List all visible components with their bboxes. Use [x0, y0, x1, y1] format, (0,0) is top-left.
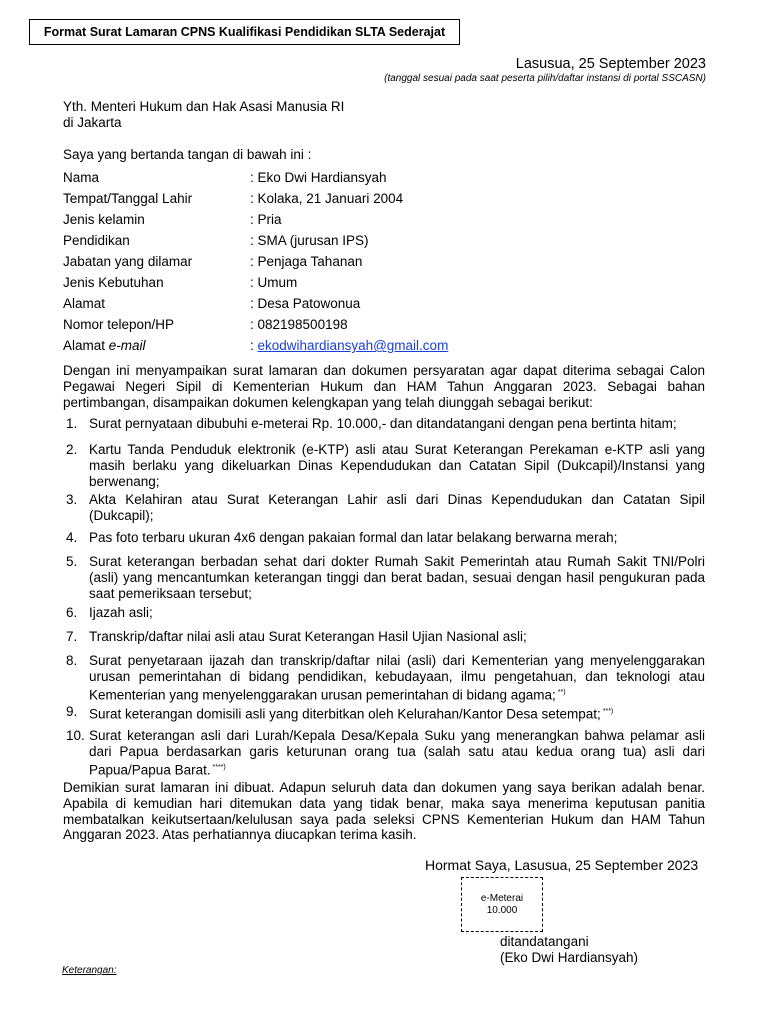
- opening-paragraph: Dengan ini menyampaikan surat lamaran dan dokumen persyaratan agar dapat diterima sebagai Calon Pegawai Negeri Sipil di Kementerian Hukum dan HAM Tahun Anggaran 2023. Sebagai bahan pertimbangan, disampaikan dokumen kelengkapan yang telah diunggah sebagai berikut:: [63, 363, 705, 410]
- list-text: [89, 492, 705, 524]
- email-value: [250, 338, 448, 353]
- list-text: [89, 629, 705, 645]
- field-label: Tempat/Tanggal Lahir: [63, 191, 193, 206]
- field-row: [63, 170, 703, 191]
- list-text: [89, 416, 705, 432]
- list-number: 4.: [66, 530, 78, 545]
- list-number: 5.: [66, 554, 78, 569]
- list-number: 8.: [66, 653, 78, 668]
- field-row: [63, 212, 703, 233]
- list-text: [89, 605, 705, 621]
- list-text-body: Surat keterangan domisili asli yang diterbitkan oleh Kelurahan/Kantor Desa setempat;: [89, 706, 601, 722]
- field-label: Nama: [63, 170, 100, 185]
- closing-line: Hormat Saya, Lasusua, 25 September 2023: [425, 857, 699, 873]
- document-title-text: Format Surat Lamaran CPNS Kualifikasi Pendidikan SLTA Sederajat: [43, 25, 446, 39]
- list-text-body: Surat pernyataan dibubuhi e-meterai Rp. 10.000,- dan ditandatangani dengan pena bertinta hitam;: [89, 416, 677, 431]
- list-text-body: Akta Kelahiran atau Surat Keterangan Lahir asli dari Dinas Kependudukan dan Catatan Sipil (Dukcapil);: [89, 492, 705, 523]
- field-value: : Desa Patowonua: [250, 296, 361, 311]
- email-row: [63, 338, 703, 359]
- e-meterai-stamp: [461, 877, 543, 932]
- intro-text: Saya yang bertanda tangan di bawah ini :: [63, 147, 312, 162]
- field-value: : Pria: [250, 212, 282, 227]
- field-row: [63, 191, 703, 212]
- footnote-marker: ***): [600, 708, 614, 715]
- field-label: Jenis Kebutuhan: [63, 275, 164, 290]
- recipient-line: Yth. Menteri Hukum dan Hak Asasi Manusia RI: [63, 99, 345, 114]
- stamp-label: e-Meterai: [480, 892, 524, 904]
- field-value: : Umum: [250, 275, 298, 290]
- list-number: 6.: [66, 605, 78, 620]
- list-text: [89, 728, 705, 778]
- email-colon: :: [250, 338, 258, 353]
- field-row: [63, 254, 703, 275]
- email-label: [63, 338, 146, 353]
- list-number: 3.: [66, 492, 78, 507]
- recipient-line: di Jakarta: [63, 115, 122, 130]
- list-text: [89, 530, 705, 546]
- field-value: : Eko Dwi Hardiansyah: [250, 170, 387, 185]
- list-number: 2.: [66, 442, 78, 457]
- footnote-marker: ****): [210, 763, 226, 771]
- list-text-body: Surat penyetaraan ijazah dan transkrip/daftar nilai (asli) dari Kementerian yang menyelenggarakan urusan pemerintahan di bidang pendidikan, kebudayaan, ilmu pengetahuan, dan teknologi atau Kementerian yang menyelenggarakan urusan pemerintahan di bidang agama;: [89, 653, 705, 703]
- signer-name: (Eko Dwi Hardiansyah): [500, 950, 639, 965]
- stamp-value: 10.000: [486, 904, 518, 916]
- list-text: [89, 704, 705, 722]
- field-value: : 082198500198: [250, 317, 348, 332]
- document-title: [29, 19, 460, 45]
- list-text: [89, 442, 705, 489]
- closing-paragraph: Demikian surat lamaran ini dibuat. Adapun seluruh data dan dokumen yang saya berikan adalah benar. Apabila di kemudian hari ditemukan data yang tidak benar, maka saya menerima keputusan panitia membatalkan keikutsertaan/kelulusan saya pada seleksi CPNS Kementerian Hukum dan HAM Tahun Anggaran 2023. Atas perhatiannya diucapkan terima kasih.: [63, 780, 705, 843]
- field-label: Nomor telepon/HP: [63, 317, 175, 332]
- field-value: : Kolaka, 21 Januari 2004: [250, 191, 404, 206]
- footnote-marker: **): [555, 688, 566, 696]
- field-label: Jenis kelamin: [63, 212, 145, 227]
- signature-block: [500, 934, 638, 966]
- field-label: Jabatan yang dilamar: [63, 254, 193, 269]
- email-label-plain: Alamat: [63, 338, 109, 353]
- field-row: [63, 317, 703, 338]
- date-note: (tanggal sesuai pada saat peserta pilih/daftar instansi di portal SSCASN): [384, 73, 706, 84]
- place-date: Lasusua, 25 September 2023: [515, 56, 706, 72]
- field-row: [63, 233, 703, 254]
- signed-text: ditandatangani: [500, 934, 589, 949]
- list-number: 10.: [66, 728, 85, 743]
- applicant-fields: [63, 170, 703, 359]
- list-text-body: Pas foto terbaru ukuran 4x6 dengan pakaian formal dan latar belakang berwarna merah;: [89, 530, 618, 545]
- field-row: [63, 296, 703, 317]
- field-label: Alamat: [63, 296, 106, 311]
- list-text: [89, 653, 705, 703]
- field-row: [63, 275, 703, 296]
- keterangan-label: Keterangan:: [62, 965, 117, 976]
- list-text-body: Transkrip/daftar nilai asli atau Surat Keterangan Hasil Ujian Nasional asli;: [89, 629, 527, 644]
- list-text-body: Surat keterangan asli dari Lurah/Kepala Desa/Kepala Suku yang menerangkan bahwa pelamar asli dari Papua berdasarkan garis keturunan orang tua (salah satu atau kedua orang tua) asli dari Papua/Papua Barat.: [89, 728, 705, 778]
- email-label-italic: e-mail: [108, 338, 146, 353]
- list-number: 7.: [66, 629, 78, 644]
- field-label: Pendidikan: [63, 233, 130, 248]
- list-number: 1.: [66, 416, 78, 431]
- field-value: : SMA (jurusan IPS): [250, 233, 369, 248]
- list-number: 9.: [66, 704, 78, 719]
- recipient-address: [63, 99, 344, 131]
- list-text: [89, 554, 705, 601]
- list-text-body: Surat keterangan berbadan sehat dari dokter Rumah Sakit Pemerintah atau Rumah Sakit TNI/Polri (asli) yang mencantumkan keterangan tinggi dan berat badan, sesuai dengan hasil pengukuran pada saat pemeriksaan tersebut;: [89, 554, 705, 601]
- field-value: : Penjaga Tahanan: [250, 254, 363, 269]
- list-text-body: Kartu Tanda Penduduk elektronik (e-KTP) asli atau Surat Keterangan Perekaman e-KTP asli yang masih berlaku yang dikeluarkan Dinas Kependudukan dan Catatan Sipil (Dukcapil)/Instansi yang berwenang;: [89, 442, 705, 489]
- email-link[interactable]: ekodwihardiansyah@gmail.com: [257, 338, 449, 353]
- list-text-body: Ijazah asli;: [89, 605, 153, 620]
